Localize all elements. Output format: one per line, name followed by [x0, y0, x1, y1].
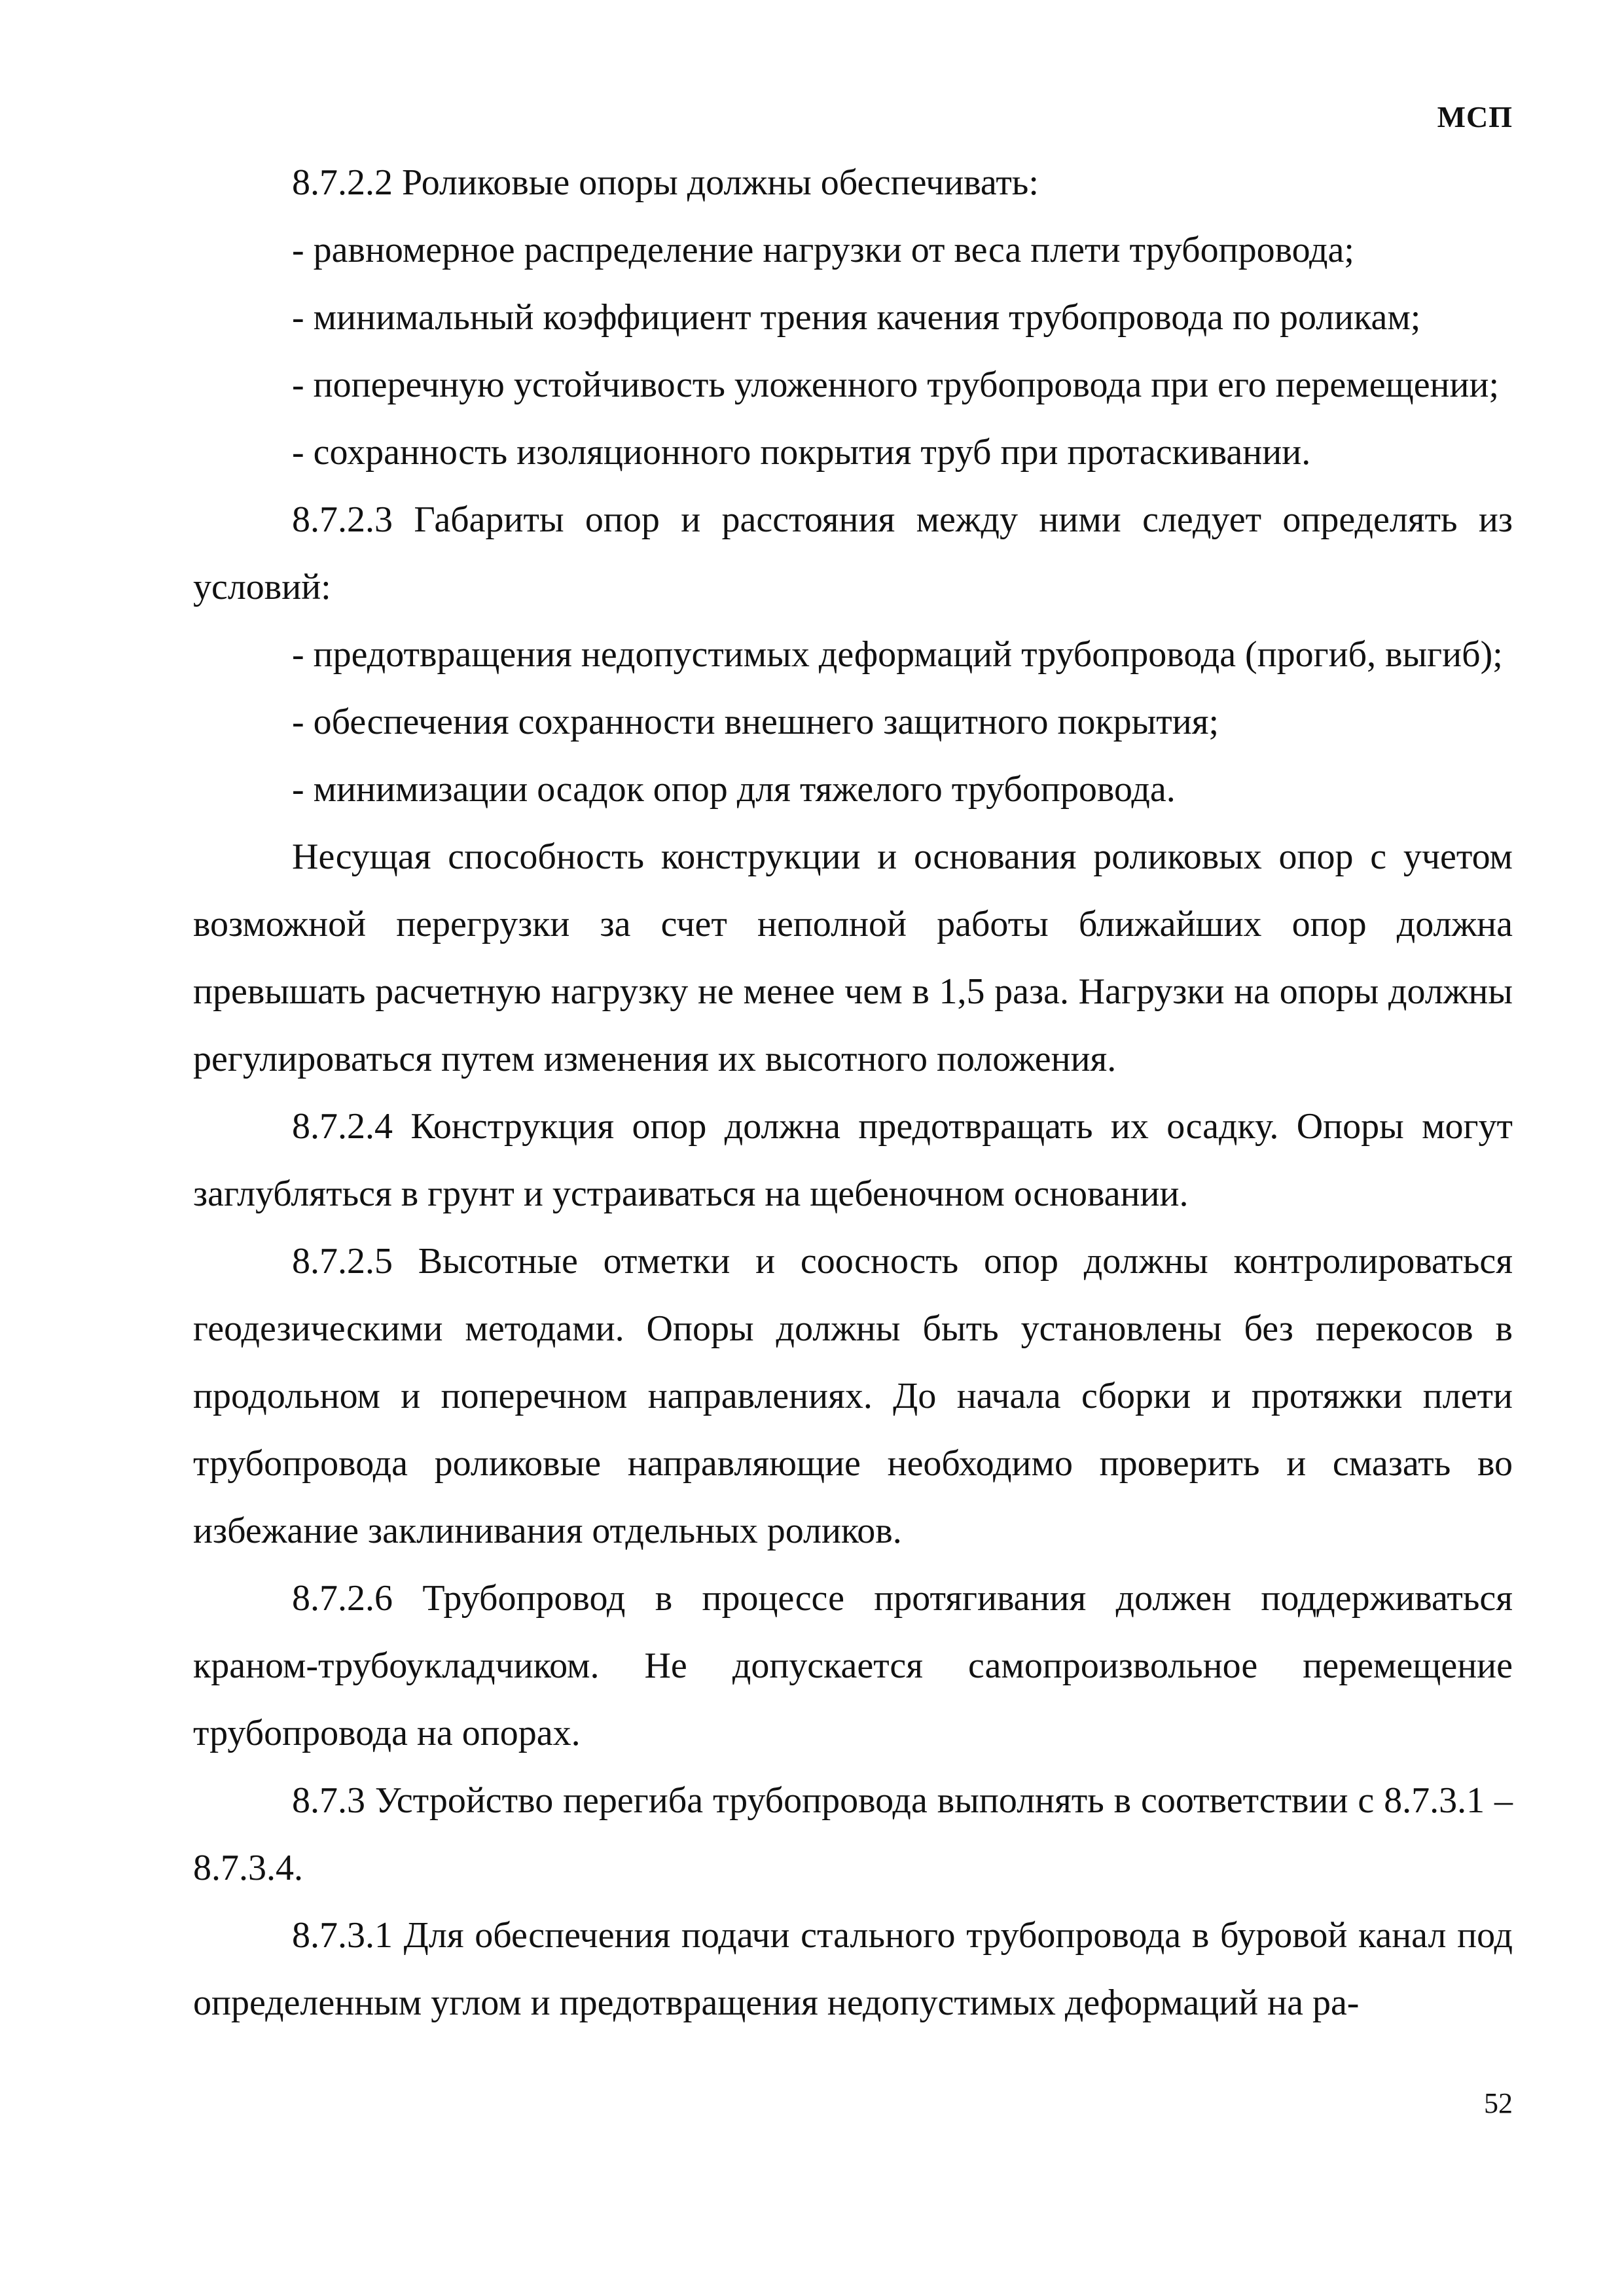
paragraph: 8.7.3 Устройство перегиба трубопровода выполнять в соответствии с 8.7.3.1 – 8.7.3.4.	[193, 1780, 1513, 1888]
document-code-header: МСП	[1437, 100, 1513, 134]
document-body	[193, 149, 1513, 2037]
list-item: - равномерное распределение нагрузки от веса плети трубопровода;	[292, 230, 1354, 270]
list-item: - минимальный коэффициент трения качения трубопровода по роликам;	[292, 297, 1421, 338]
paragraph: 8.7.2.6 Трубопровод в процессе протягивания должен поддерживаться краном-трубоукладчиком. Не допускается самопроизвольное перемещение трубопровода на опорах.	[193, 1578, 1513, 1753]
list-item: - сохранность изоляционного покрытия труб при протаскивании.	[292, 432, 1311, 473]
list-item: - обеспечения сохранности внешнего защитного покрытия;	[292, 702, 1219, 742]
paragraph: 8.7.3.1 Для обеспечения подачи стального трубопровода в буровой канал под определенным углом и предотвращения недопустимых деформаций на ра-	[193, 1915, 1513, 2023]
paragraph: 8.7.2.5 Высотные отметки и соосность опор должны контролироваться геодезическими методами. Опоры должны быть установлены без перекосов в продольном и поперечном направлениях. До начала сборки и протяжки плети трубопровода роликовые направляющие необходимо проверить и смазать во избежание заклинивания отдельных роликов.	[193, 1241, 1513, 1551]
list-item: - предотвращения недопустимых деформаций трубопровода (прогиб, выгиб);	[292, 634, 1503, 675]
document-page	[193, 0, 1513, 2296]
list-item: - поперечную устойчивость уложенного трубопровода при его перемещении;	[292, 365, 1500, 405]
paragraph: 8.7.2.3 Габариты опор и расстояния между ними следует определять из условий:	[193, 499, 1513, 607]
list-item: - минимизации осадок опор для тяжелого трубопровода.	[292, 769, 1176, 810]
paragraph: 8.7.2.4 Конструкция опор должна предотвращать их осадку. Опоры могут заглубляться в грунт и устраиваться на щебеночном основании.	[193, 1106, 1513, 1214]
page-number: 52	[1484, 2087, 1513, 2119]
paragraph: Несущая способность конструкции и основания роликовых опор с учетом возможной перегрузки за счет неполной работы ближайших опор должна превышать расчетную нагрузку не менее чем в 1,5 раза. Нагрузки на опоры должны регулироваться путем изменения их высотного положения.	[193, 836, 1513, 1079]
paragraph: 8.7.2.2 Роликовые опоры должны обеспечивать:	[292, 162, 1039, 203]
